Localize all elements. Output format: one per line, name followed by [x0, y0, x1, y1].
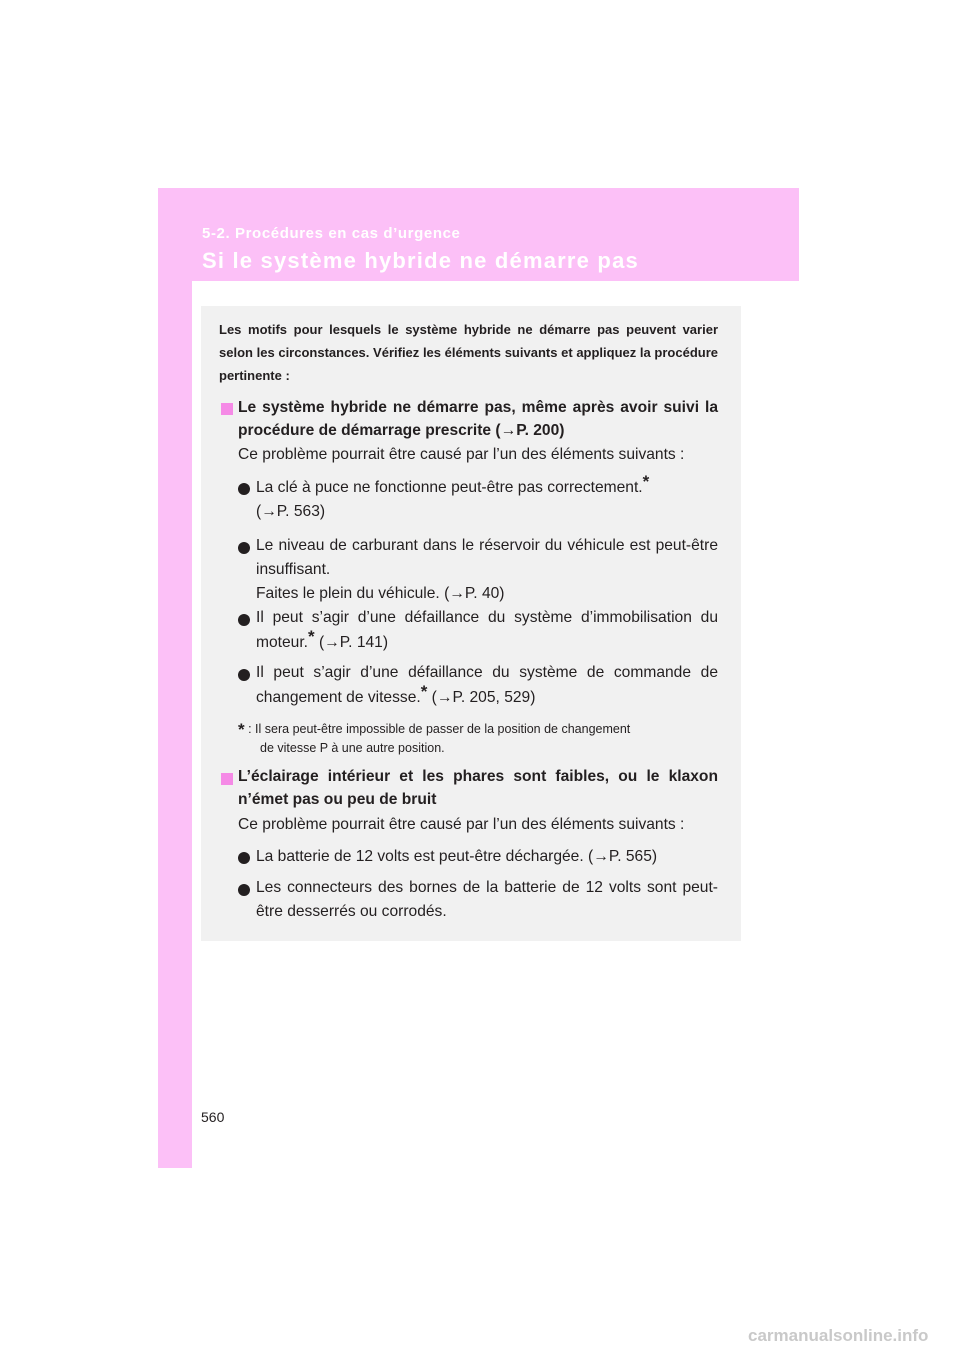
bullet-dot-icon — [238, 483, 250, 495]
asterisk-icon: * — [308, 627, 315, 646]
asterisk-icon: * — [238, 720, 245, 739]
section-heading-1: Le système hybride ne démarre pas, même après avoir suivi la procédure de démarrage prescrite (→P. 200) — [238, 399, 718, 439]
section-heading-2: L’éclairage intérieur et les phares sont faibles, ou le klaxon n’émet pas ou peu de bruit — [238, 768, 718, 808]
arrow-icon: → — [500, 422, 517, 439]
bullet-dot-icon — [238, 884, 250, 896]
square-bullet-icon — [221, 403, 233, 415]
bullet-item: Il peut s’agir d’une défaillance du système d’immobilisation du moteur.* (→P. 141) — [256, 609, 718, 651]
section-lead-2: Ce problème pourrait être causé par l’un des éléments suivants : — [238, 816, 685, 833]
intro-paragraph: Les motifs pour lesquels le système hybride ne démarre pas peuvent varier selon les circonstances. Vérifiez les éléments suivants et appliquez la procédure pertinente : — [219, 322, 718, 383]
square-bullet-icon — [221, 773, 233, 785]
arrow-icon: → — [324, 634, 340, 651]
arrow-icon: → — [436, 689, 453, 706]
page-reference: P. 40) — [464, 585, 505, 602]
footnote: * : Il sera peut-être impossible de passer de la position de changement de vitesse P à une autre position. — [238, 720, 631, 755]
page-reference: P. 565) — [608, 848, 658, 865]
page-reference: P. 141) — [339, 634, 389, 651]
page-reference: P. 563) — [276, 503, 326, 520]
bullet-item: La clé à puce ne fonctionne peut-être pas correctement.* (→P. 563) — [256, 472, 650, 520]
arrow-icon: → — [449, 585, 465, 602]
bullet-dot-icon — [238, 852, 250, 864]
arrow-icon: → — [593, 848, 609, 865]
bullet-item: Il peut s’agir d’une défaillance du système de commande de changement de vitesse.* (→P. 205, 529) — [256, 664, 718, 706]
page-title: Si le système hybride ne démarre pas — [202, 248, 639, 273]
asterisk-icon: * — [420, 682, 428, 701]
bullet-dot-icon — [238, 542, 250, 554]
page-reference: P. 205, 529) — [452, 689, 536, 706]
bullet-dot-icon — [238, 614, 250, 626]
section-label: 5-2. Procédures en cas d’urgence — [202, 225, 461, 242]
page-reference: P. 200) — [516, 422, 565, 439]
bullet-item: Le niveau de carburant dans le réservoir du véhicule est peut-être insuffisant. Faites le plein du véhicule. (→P. 40) — [256, 537, 718, 602]
bullet-dot-icon — [238, 669, 250, 681]
arrow-icon: → — [261, 503, 277, 520]
bullet-item: La batterie de 12 volts est peut-être déchargée. (→P. 565) — [256, 848, 658, 865]
asterisk-icon: * — [642, 472, 650, 491]
page-number: 560 — [201, 1109, 225, 1125]
bullet-item: Les connecteurs des bornes de la batterie de 12 volts sont peut-être desserrés ou corrodés. — [256, 879, 718, 920]
watermark-logo: carmanualsonline.info — [748, 1326, 929, 1345]
section-lead-1: Ce problème pourrait être causé par l’un des éléments suivants : — [238, 446, 685, 463]
side-strip — [158, 188, 192, 1168]
